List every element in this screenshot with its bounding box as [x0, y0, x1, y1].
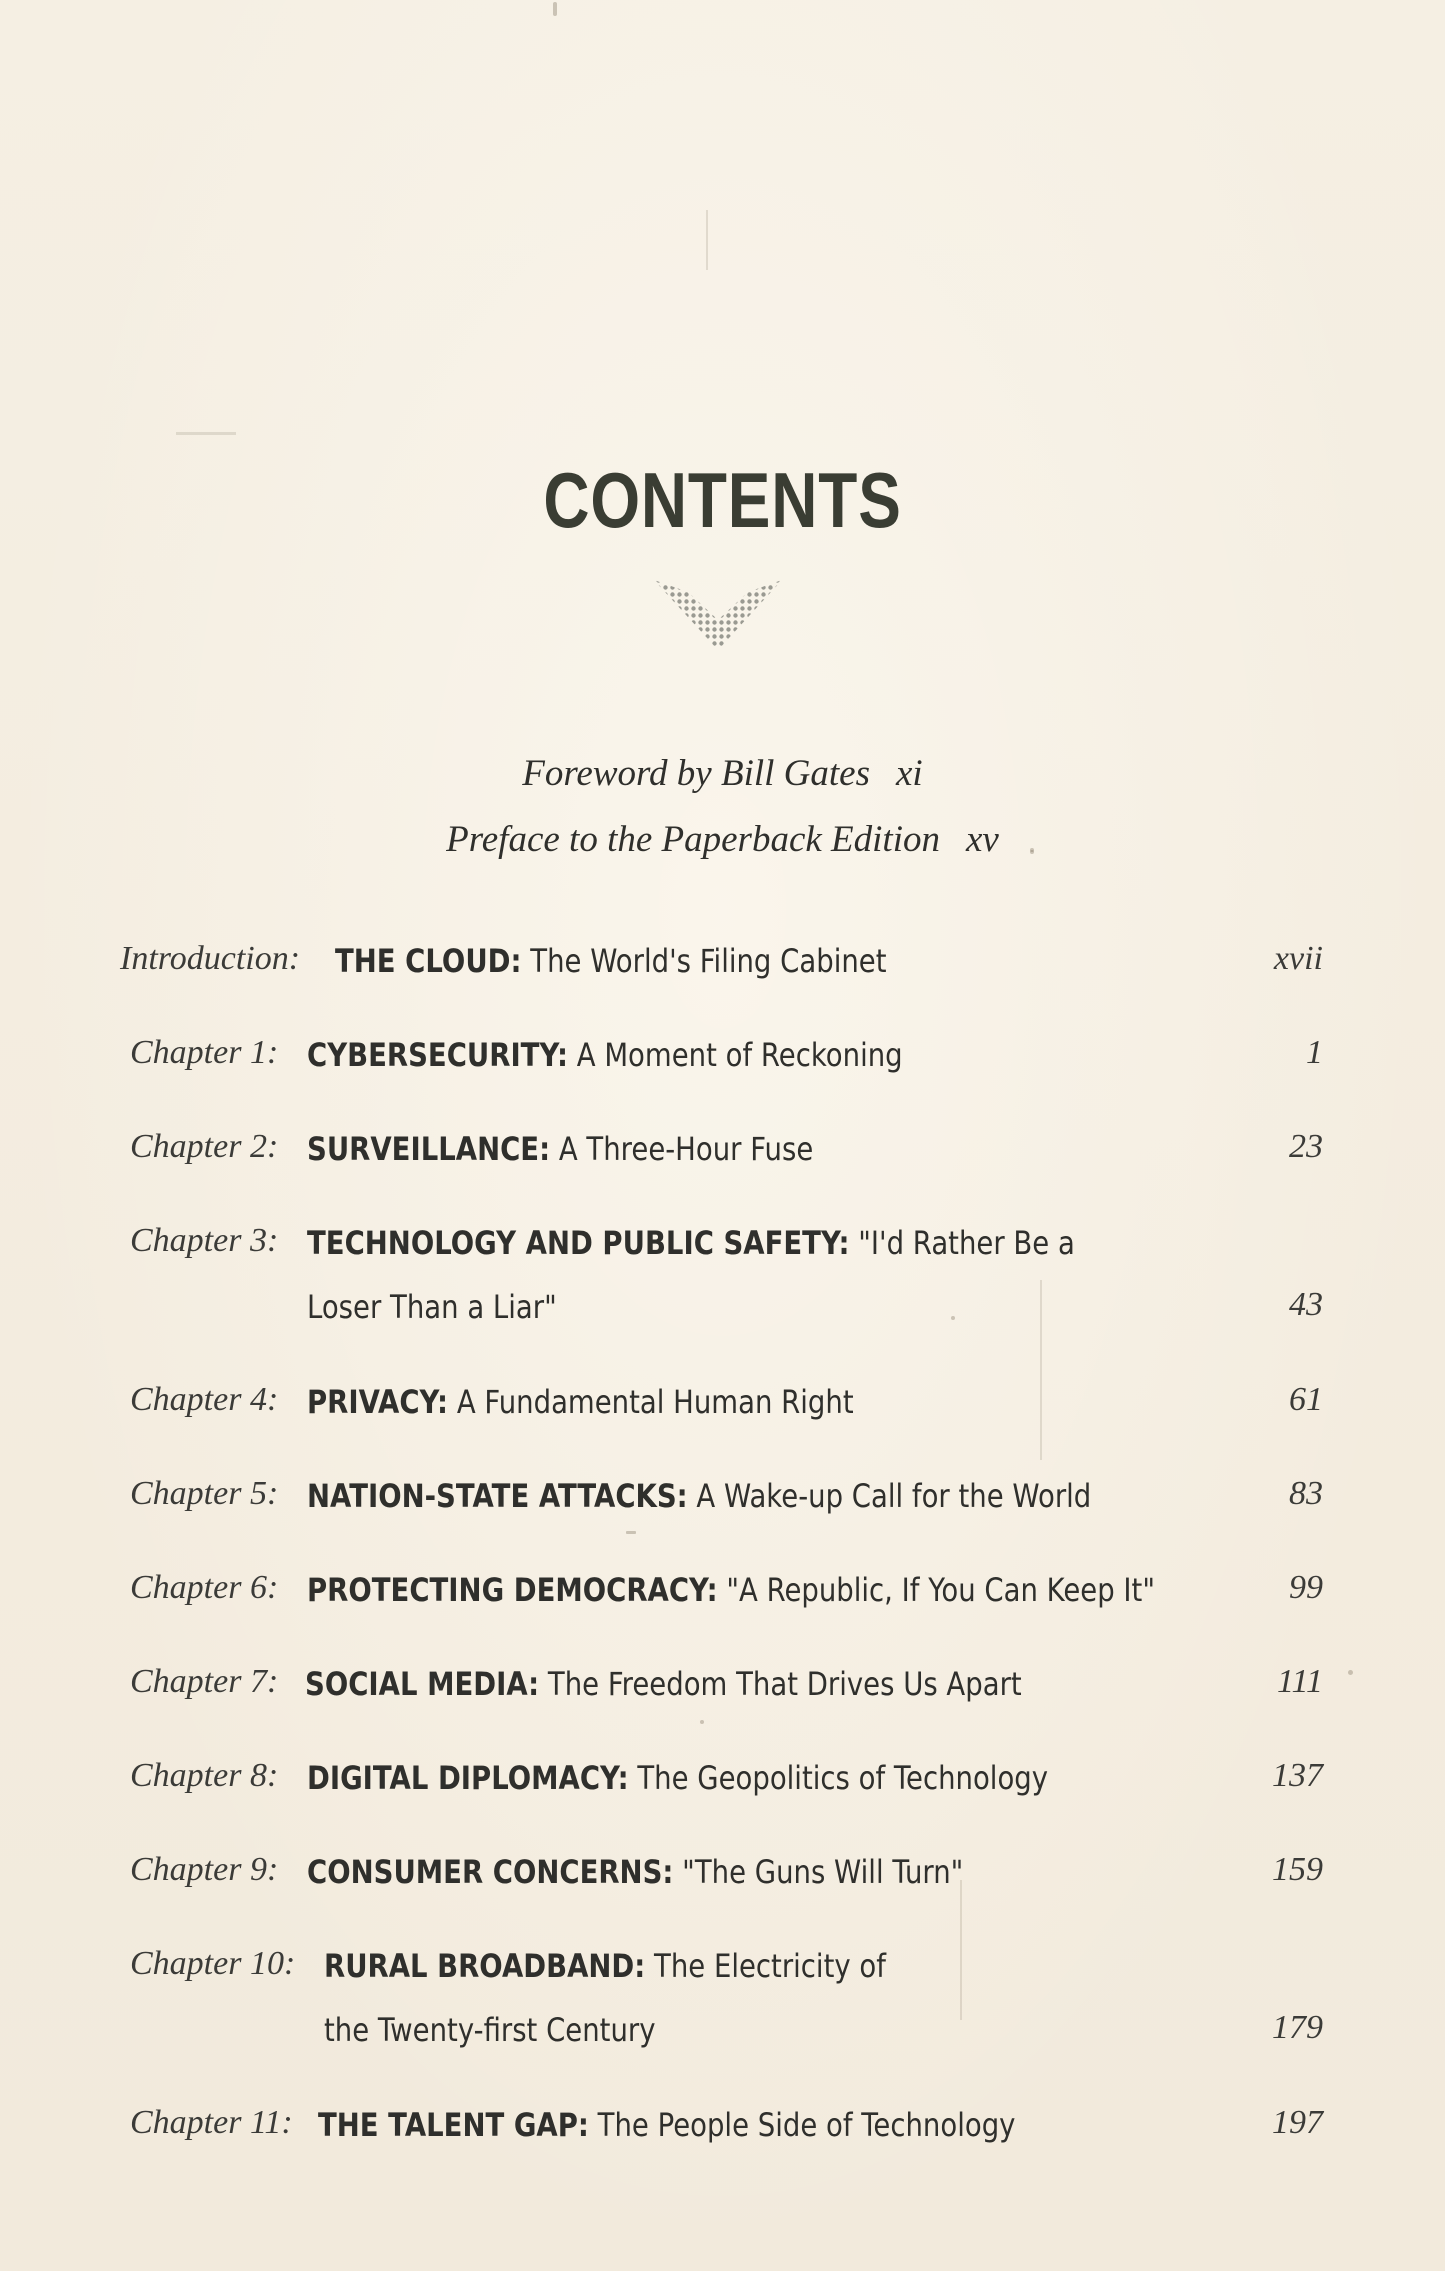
toc-entry-chapter-6 — [0, 1569, 1445, 1629]
toc-topic: SOCIAL MEDIA: — [305, 1665, 540, 1703]
toc-subtitle: "A Republic, If You Can Keep It" — [717, 1571, 1156, 1609]
foreword-label: Foreword by Bill Gates — [522, 753, 870, 794]
front-matter-foreword — [0, 752, 1445, 795]
toc-label: Introduction: — [120, 940, 301, 977]
toc-page-number: 83 — [1289, 1475, 1323, 1512]
toc-entry-chapter-10 — [0, 1945, 1445, 2075]
toc-page-number: xvii — [1273, 940, 1323, 977]
foreword-page: xi — [896, 753, 923, 794]
toc-subtitle: The People Side of Technology — [588, 2106, 1016, 2144]
toc-entry-chapter-9 — [0, 1851, 1445, 1911]
toc-title — [307, 1759, 1048, 1797]
preface-page: xv — [966, 819, 999, 860]
toc-page-number: 61 — [1289, 1381, 1323, 1418]
toc-title — [307, 1036, 903, 1074]
toc-title — [324, 1947, 886, 1985]
toc-topic: THE CLOUD: — [335, 942, 522, 980]
toc-topic: PROTECTING DEMOCRACY: — [307, 1571, 718, 1609]
toc-title — [307, 1477, 1091, 1515]
toc-label: Chapter 3: — [130, 1222, 279, 1259]
toc-title — [335, 942, 887, 980]
preface-label: Preface to the Paperback Edition — [446, 819, 940, 860]
toc-page-number: 43 — [1289, 1286, 1323, 1323]
toc-title-continued: the Twenty-first Century — [324, 2011, 656, 2049]
toc-topic: SURVEILLANCE: — [307, 1130, 551, 1168]
toc-title — [307, 1571, 1155, 1609]
toc-topic: DIGITAL DIPLOMACY: — [307, 1759, 629, 1797]
toc-label: Chapter 6: — [130, 1569, 279, 1606]
toc-label: Chapter 9: — [130, 1851, 279, 1888]
toc-page-number: 137 — [1272, 1757, 1323, 1794]
toc-title — [307, 1130, 813, 1168]
toc-subtitle: "The Guns Will Turn" — [673, 1853, 964, 1891]
toc-entry-chapter-3 — [0, 1222, 1445, 1352]
toc-subtitle: A Moment of Reckoning — [567, 1036, 903, 1074]
toc-label: Chapter 8: — [130, 1757, 279, 1794]
toc-entry-chapter-11 — [0, 2104, 1445, 2164]
toc-topic: RURAL BROADBAND: — [324, 1947, 646, 1985]
paper-speck — [176, 432, 236, 435]
toc-topic: TECHNOLOGY AND PUBLIC SAFETY: — [307, 1224, 850, 1262]
toc-title — [318, 2106, 1015, 2144]
toc-label: Chapter 2: — [130, 1128, 279, 1165]
toc-page-number: 111 — [1277, 1663, 1323, 1700]
toc-entry-chapter-1 — [0, 1034, 1445, 1094]
toc-topic: CONSUMER CONCERNS: — [307, 1853, 674, 1891]
toc-subtitle: A Fundamental Human Right — [448, 1383, 854, 1421]
toc-title-continued: Loser Than a Liar" — [307, 1288, 557, 1326]
toc-label: Chapter 10: — [130, 1945, 296, 1982]
toc-entry-chapter-5 — [0, 1475, 1445, 1535]
toc-topic: PRIVACY: — [307, 1383, 449, 1421]
toc-title — [307, 1383, 854, 1421]
toc-page-number: 159 — [1272, 1851, 1323, 1888]
paper-speck — [553, 2, 557, 16]
toc-page-number: 197 — [1272, 2104, 1323, 2141]
toc-subtitle: The Geopolitics of Technology — [628, 1759, 1049, 1797]
toc-label: Chapter 7: — [130, 1663, 279, 1700]
toc-subtitle: The Electricity of — [645, 1947, 886, 1985]
toc-topic: NATION-STATE ATTACKS: — [307, 1477, 688, 1515]
toc-page-number: 179 — [1272, 2009, 1323, 2046]
toc-entry-chapter-8 — [0, 1757, 1445, 1817]
toc-topic: CYBERSECURITY: — [307, 1036, 568, 1074]
toc-title — [307, 1224, 1075, 1262]
toc-title — [307, 1853, 963, 1891]
toc-page-number: 23 — [1289, 1128, 1323, 1165]
chevron-ornament-icon — [648, 570, 788, 660]
toc-topic: THE TALENT GAP: — [318, 2106, 589, 2144]
toc-subtitle: The Freedom That Drives Us Apart — [539, 1665, 1022, 1703]
toc-label: Chapter 1: — [130, 1034, 279, 1071]
toc-entry-chapter-7 — [0, 1663, 1445, 1723]
toc-subtitle: The World's Filing Cabinet — [521, 942, 887, 980]
toc-page-number: 1 — [1306, 1034, 1323, 1071]
front-matter-preface — [0, 818, 1445, 861]
toc-entry-introduction — [0, 940, 1445, 1000]
toc-page-number: 99 — [1289, 1569, 1323, 1606]
toc-label: Chapter 11: — [130, 2104, 293, 2141]
toc-title — [305, 1665, 1022, 1703]
toc-subtitle: "I'd Rather Be a — [849, 1224, 1075, 1262]
toc-entry-chapter-2 — [0, 1128, 1445, 1188]
toc-entry-chapter-4 — [0, 1381, 1445, 1441]
toc-label: Chapter 5: — [130, 1475, 279, 1512]
toc-subtitle: A Three-Hour Fuse — [550, 1130, 814, 1168]
paper-speck — [706, 210, 708, 270]
toc-label: Chapter 4: — [130, 1381, 279, 1418]
toc-subtitle: A Wake-up Call for the World — [687, 1477, 1092, 1515]
page-title: CONTENTS — [543, 456, 902, 544]
